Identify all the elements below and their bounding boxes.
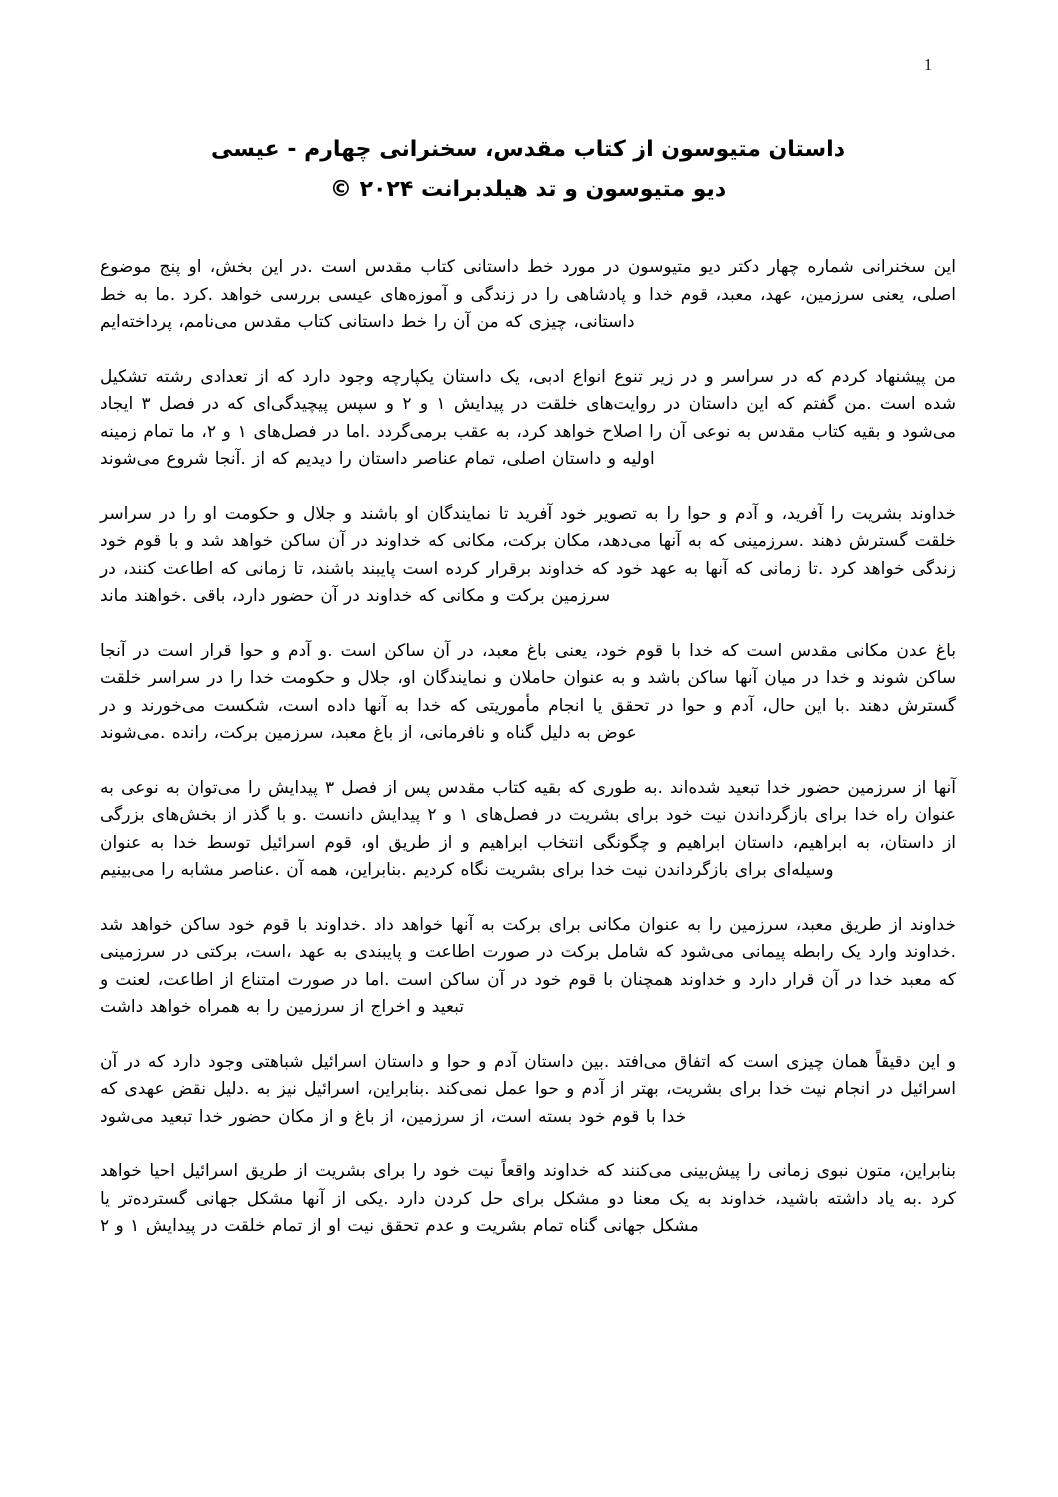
paragraph-4: باغ عدن مکانی مقدس است که خدا با قوم خود، یعنی باغ معبد، در آن ساکن است .و آدم و حوا قرار است در آنجا ساکن شوند و خدا در میان آنها ساکن باشد و به عنوان حاملان و نمایندگان او، جلال و حکومت خدا را در سراسر خلقت گسترش دهند .با این حال، آدم و حوا در تحقق یا انجام مأموریتی که خدا به آنها داده است، شکست می‌خورند و در عوض به دلیل گناه و نافرمانی، از باغ معبد، سرزمین برکت، رانده .می‌شوند bbox=[100, 640, 956, 743]
paragraph-2: من پیشنهاد کردم که در سراسر و در زیر تنوع انواع ادبی، یک داستان یکپارچه وجود دارد که از تعدادی رشته تشکیل شده است .من گفتم که این داستان در روایت‌های خلقت در پیدایش ۱ و ۲ و سپس پیچیدگی‌ای که در فصل ۳ ایجاد می‌شود و بقیه کتاب مقدس به نوعی آن را اصلاح خواهد کرد، به عقب برمی‌گردد .اما در فصل‌های ۱ و ۲، ما تمام زمینه اولیه و داستان اصلی، تمام عناصر داستان را دیدیم که از .آنجا شروع می‌شوند bbox=[100, 366, 956, 469]
document-content bbox=[100, 130, 956, 1268]
paragraph-3: خداوند بشریت را آفرید، و آدم و حوا را به تصویر خود آفرید تا نمایندگان او باشند و جلال و حکومت او را در سراسر خلقت گسترش دهند .سرزمینی که به آنها می‌دهد، مکان برکت، مکانی که خداوند در آن ساکن خواهد شد و با قوم خود زندگی خواهد کرد .تا زمانی که آنها به عهد خود که خداوند برقرار کرده است پایبند باشند، تا زمانی که اطاعت کنند، در سرزمین برکت و مکانی که خداوند در آن حضور دارد، باقی .خواهند ماند bbox=[100, 503, 956, 606]
document-title bbox=[100, 130, 956, 210]
document-body bbox=[100, 254, 956, 1241]
paragraph-6: خداوند از طریق معبد، سرزمین را به عنوان مکانی برای برکت به آنها خواهد داد .خداوند با قوم خود ساکن خواهد شد .خداوند وارد یک رابطه پیمانی می‌شود که شامل برکت در صورت اطاعت و پایبندی به عهد ،است، برکتی در سرزمینی که معبد خدا در آن قرار دارد و خداوند همچنان با قوم خود در آن ساکن است .اما در صورت امتناع از اطاعت، لعنت و تبعید و اخراج از سرزمین را به همراه خواهد داشت bbox=[100, 914, 956, 1017]
paragraph-7: و این دقیقاً همان چیزی است که اتفاق می‌افتد .بین داستان آدم و حوا و داستان اسرائیل شباهتی وجود دارد که در آن اسرائیل در انجام نیت خدا برای بشریت، بهتر از آدم و حوا عمل نمی‌کند .بنابراین، اسرائیل نیز به .دلیل نقض عهدی که خدا با قوم خود بسته است، از سرزمین، از باغ و از مکان حضور خدا تبعید می‌شود bbox=[100, 1051, 956, 1127]
paragraph-5: آنها از سرزمین حضور خدا تبعید شده‌اند .به طوری که بقیه کتاب مقدس پس از فصل ۳ پیدایش را می‌توان به نوعی به عنوان راه خدا برای بازگرداندن نیت خود برای بشریت در فصل‌های ۱ و ۲ پیدایش دانست .و با گذر از بخش‌های بزرگی از داستان، به ابراهیم، داستان ابراهیم و چگونگی انتخاب ابراهیم و از طریق او، قوم اسرائیل توسط خدا به عنوان وسیله‌ای برای بازگرداندن نیت خدا برای بشریت نگاه کردیم .بنابراین، همه آن .عناصر مشابه را می‌بینیم bbox=[100, 777, 956, 880]
document-title-line1: داستان متیوسون از کتاب مقدس، سخنرانی چهارم - عیسی bbox=[211, 137, 845, 162]
paragraph-1: این سخنرانی شماره چهار دکتر دیو متیوسون در مورد خط داستانی کتاب مقدس است .در این بخش، او پنج موضوع اصلی، یعنی سرزمین، عهد، معبد، قوم خدا و پادشاهی را در زندگی و آموزه‌های عیسی بررسی خواهد .کرد .ما به خط داستانی، چیزی که من آن را خط داستانی کتاب مقدس می‌نامم، پرداخته‌ایم bbox=[100, 257, 956, 332]
document-title-line2: دیو متیوسون و تد هیلدبرانت ۲۰۲۴ © bbox=[329, 177, 727, 202]
paragraph-8: بنابراین، متون نبوی زمانی را پیش‌بینی می‌کنند که خداوند واقعاً نیت خود را برای بشریت از طریق اسرائیل احیا خواهد کرد .به یاد داشته باشید، خداوند به یک معنا دو مشکل برای حل کردن دارد .یکی از آنها مشکل جهانی گسترده‌تر یا مشکل جهانی گناه تمام بشریت و عدم تحقق نیت او از تمام خلقت در پیدایش ۱ و ۲ bbox=[100, 1161, 956, 1236]
page-number: 1 bbox=[923, 55, 933, 74]
